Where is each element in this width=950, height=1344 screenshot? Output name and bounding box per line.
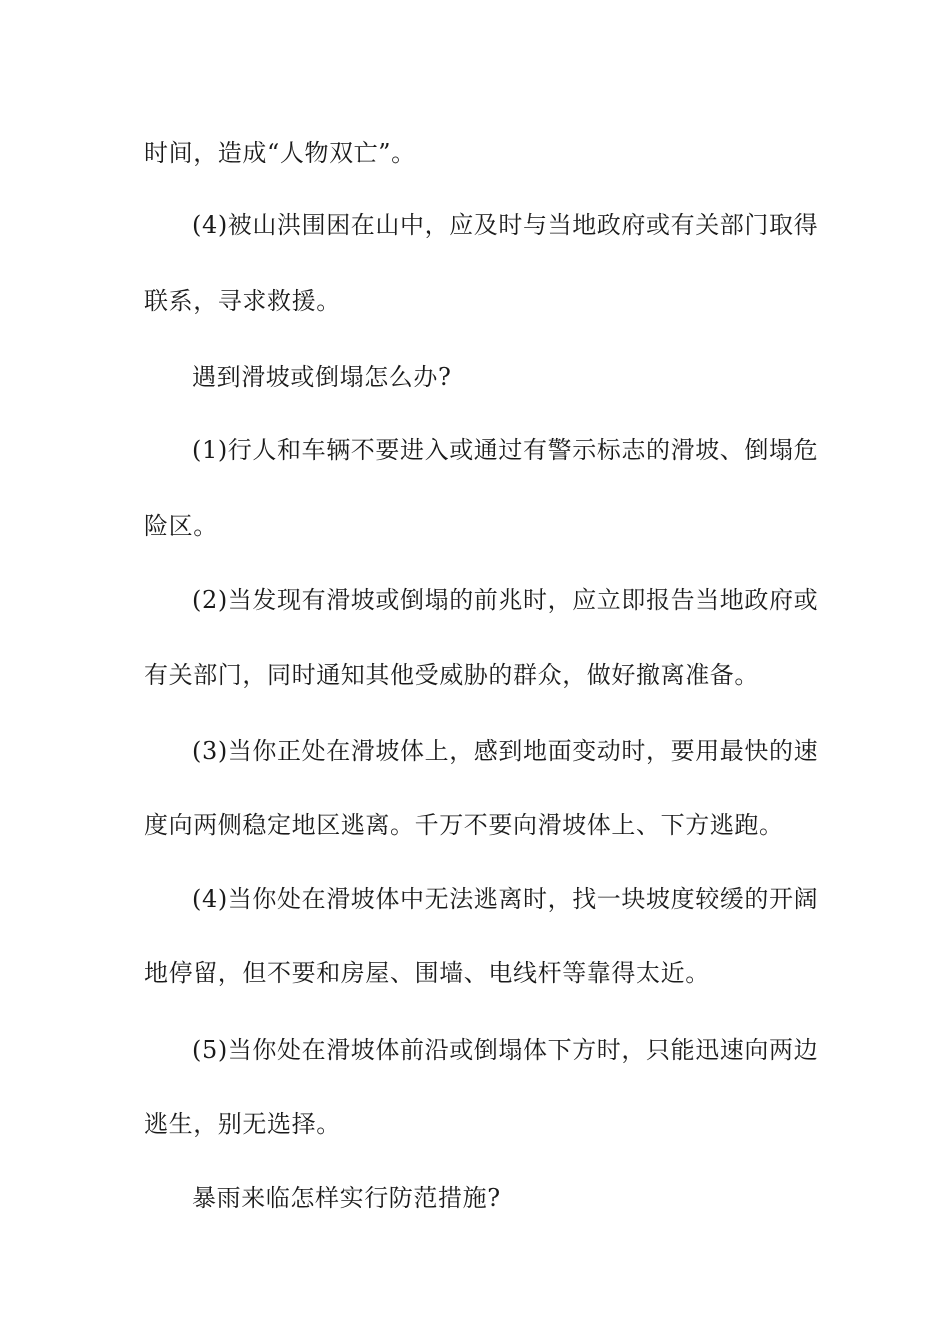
section-heading: 遇到滑坡或倒塌怎么办? [192, 363, 452, 391]
section-heading: 暴雨来临怎样实行防范措施? [192, 1184, 501, 1212]
text-line: (3)当你正处在滑坡体上，感到地面变动时，要用最快的速 [192, 737, 819, 765]
text-line: 有关部门，同时通知其他受威胁的群众，做好撤离准备。 [144, 661, 759, 689]
text-line: (4)当你处在滑坡体中无法逃离时，找一块坡度较缓的开阔 [192, 885, 819, 913]
text-line: (2)当发现有滑坡或倒塌的前兆时，应立即报告当地政府或 [192, 586, 819, 614]
text-line: 逃生，别无选择。 [144, 1110, 341, 1138]
text-line: 时间，造成“人物双亡”。 [144, 139, 416, 167]
text-line: (4)被山洪围困在山中，应及时与当地政府或有关部门取得 [192, 211, 819, 239]
text-line: 度向两侧稳定地区逃离。千万不要向滑坡体上、下方逃跑。 [144, 811, 784, 839]
text-line: 联系，寻求救援。 [144, 287, 341, 315]
text-line: 地停留，但不要和房屋、围墙、电线杆等靠得太近。 [144, 959, 710, 987]
text-line: (1)行人和车辆不要进入或通过有警示标志的滑坡、倒塌危 [192, 436, 819, 464]
text-line: (5)当你处在滑坡体前沿或倒塌体下方时，只能迅速向两边 [192, 1036, 819, 1064]
text-line: 险区。 [144, 512, 218, 540]
